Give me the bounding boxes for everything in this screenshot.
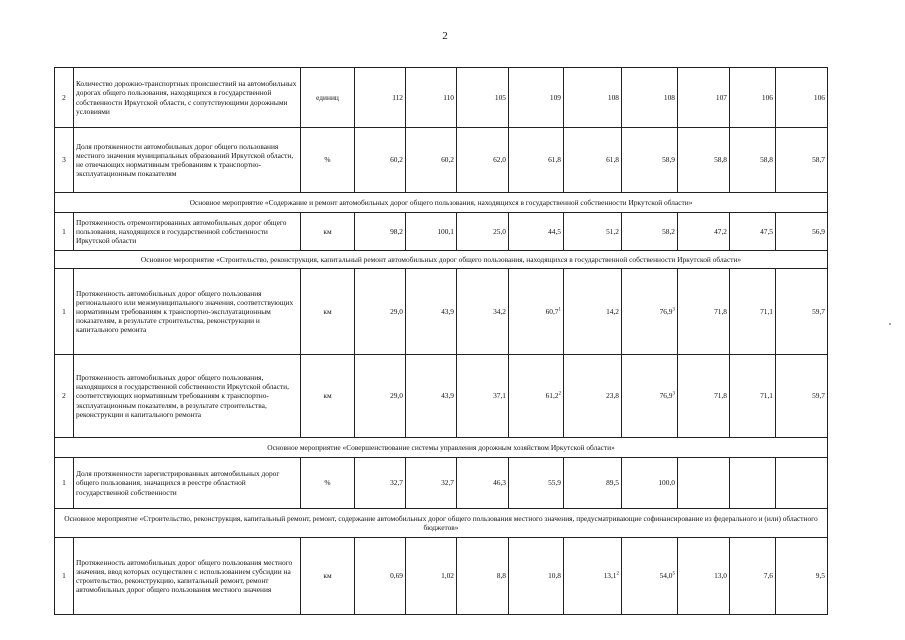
indicator-name: Протяженность автомобильных дорог общего пользования регионального или межмуниципального значения, соответствующих нормативным требованиям к транспортно-эксплуатационным показателям, в результате строительства, реконструкции и капитального ремонта: [74, 269, 301, 355]
value-cell: [678, 269, 730, 355]
value-text: 0,69: [390, 571, 403, 581]
indicator-name: Доля протяженности зарегистрированных автомобильных дорог общего пользования, значащихся в реестре областной государственной собственности: [74, 458, 301, 509]
value-text: 60,7: [545, 306, 559, 316]
indicator-name: Протяженность автомобильных дорог общего пользования местного значения, ввод которых осуществлен с использованием субсидии на строительство, реконструкцию, капитальный ремонт, ремонт автомобильных дорог общего пользования местного значения: [74, 538, 301, 615]
value-cell: [622, 128, 678, 193]
table-row: [55, 269, 828, 355]
table-row: [55, 538, 828, 615]
value-text: 100,0: [658, 478, 675, 488]
value-cell: [678, 213, 730, 251]
value-text: 25,0: [493, 226, 506, 236]
value-text: 106: [761, 92, 773, 102]
value-text: 23,8: [606, 391, 619, 401]
value-text: 60,2: [390, 155, 403, 165]
unit-of-measure: км: [301, 213, 355, 251]
value-text: 108: [663, 92, 675, 102]
row-number: 1: [55, 269, 74, 355]
value-text: 76,9: [659, 306, 673, 316]
indicator-name: Протяженность автомобильных дорог общего пользования, находящихся в государственной собственности Иркутской области, соответствующих нормативным требованиям к транспортно-эксплуатационным показателям, в результате строительства, реконструкции и капитального ремонта: [74, 355, 301, 438]
value-cell: [776, 269, 828, 355]
value-text: 100,1: [437, 226, 454, 236]
value-text: 47,5: [760, 226, 773, 236]
unit-of-measure: км: [301, 269, 355, 355]
value-text: 106: [813, 92, 825, 102]
value-cell: [355, 538, 406, 615]
value-cell: [776, 128, 828, 193]
section-row: [55, 251, 828, 269]
value-cell: [355, 458, 406, 509]
value-cell: [406, 458, 457, 509]
value-cell: [730, 128, 776, 193]
value-text: 59,7: [812, 306, 825, 316]
section-title: Основное мероприятие «Строительство, реконструкция, капитальный ремонт, ремонт, содержание автомобильных дорог общего пользования местного значения, предусматривающие софинансирование из федерального и (или) областного бюджетов»: [55, 509, 828, 538]
value-cell: [564, 213, 622, 251]
value-text: 109: [549, 92, 561, 102]
row-number: 2: [55, 68, 74, 128]
value-text: 51,2: [606, 226, 619, 236]
value-cell: [355, 355, 406, 438]
table-row: [55, 458, 828, 509]
value-cell: [509, 68, 564, 128]
value-cell: [678, 538, 730, 615]
value-text: 110: [443, 92, 454, 102]
value-text: 60,2: [441, 155, 454, 165]
value-cell: [622, 538, 678, 615]
unit-of-measure: км: [301, 355, 355, 438]
value-cell: [730, 269, 776, 355]
value-cell: [564, 458, 622, 509]
value-text: 58,7: [812, 155, 825, 165]
value-text: 9,5: [815, 571, 825, 581]
value-cell: [730, 458, 776, 509]
value-cell: [406, 213, 457, 251]
value-cell: [509, 213, 564, 251]
value-cell: [564, 128, 622, 193]
value-cell: [622, 355, 678, 438]
value-text: 58,8: [714, 155, 727, 165]
unit-of-measure: %: [301, 128, 355, 193]
section-title: Основное мероприятие «Совершенствование системы управления дорожным хозяйством Иркутской области»: [55, 438, 828, 458]
value-cell: [457, 538, 509, 615]
value-cell: [355, 128, 406, 193]
value-cell: [564, 538, 622, 615]
value-text: 37,1: [493, 391, 506, 401]
section-title: Основное мероприятие «Содержание и ремонт автомобильных дорог общего пользования, находящихся в государственной собственности Иркутской области»: [55, 193, 828, 213]
footnote-marker: 2: [558, 392, 561, 398]
value-cell: [457, 68, 509, 128]
value-text: 29,0: [390, 306, 403, 316]
value-text: 76,9: [659, 391, 673, 401]
value-text: 13,0: [714, 571, 727, 581]
value-cell: [509, 458, 564, 509]
value-text: 13,1: [603, 571, 617, 581]
table-row: [55, 68, 828, 128]
footnote-marker: 3: [672, 307, 675, 313]
value-cell: [457, 355, 509, 438]
value-cell: [564, 269, 622, 355]
row-number: 2: [55, 355, 74, 438]
footnote-marker: 1: [558, 307, 561, 313]
value-cell: [355, 269, 406, 355]
table-body: [55, 68, 828, 615]
value-cell: [776, 213, 828, 251]
scan-artifact: [889, 323, 891, 325]
value-cell: [509, 128, 564, 193]
value-cell: [776, 355, 828, 438]
value-cell: [355, 68, 406, 128]
section-row: [55, 193, 828, 213]
value-cell: [776, 68, 828, 128]
value-cell: [406, 68, 457, 128]
value-text: 71,1: [760, 306, 773, 316]
unit-of-measure: %: [301, 458, 355, 509]
value-cell: [678, 128, 730, 193]
value-text: 58,8: [760, 155, 773, 165]
indicator-name: Количество дорожно-транспортных происшествий на автомобильных дорогах общего пользования, находящихся в государственной собственности Иркутской области, с сопутствующими дорожными условиями: [74, 68, 301, 128]
value-cell: [622, 213, 678, 251]
value-cell: [457, 213, 509, 251]
indicators-table: [54, 67, 828, 615]
table-row: [55, 213, 828, 251]
value-cell: [776, 538, 828, 615]
value-cell: [509, 538, 564, 615]
footnote-marker: 2: [616, 572, 619, 578]
table-row: [55, 128, 828, 193]
value-text: 7,6: [763, 571, 773, 581]
page-number: 2: [442, 30, 448, 42]
value-cell: [457, 458, 509, 509]
section-row: [55, 509, 828, 538]
value-text: 61,8: [548, 155, 561, 165]
value-cell: [509, 269, 564, 355]
value-text: 29,0: [390, 391, 403, 401]
value-text: 14,2: [606, 306, 619, 316]
value-text: 71,1: [760, 391, 773, 401]
section-row: [55, 438, 828, 458]
value-text: 43,9: [441, 391, 454, 401]
value-text: 105: [494, 92, 506, 102]
value-cell: [730, 213, 776, 251]
indicator-name: Протяженность отремонтированных автомобильных дорог общего пользования, находящихся в государственной собственности Иркутской области: [74, 213, 301, 251]
value-cell: [622, 269, 678, 355]
value-text: 59,7: [812, 391, 825, 401]
value-text: 8,8: [496, 571, 506, 581]
value-cell: [678, 68, 730, 128]
value-cell: [355, 213, 406, 251]
value-text: 32,7: [390, 478, 403, 488]
section-title: Основное мероприятие «Строительство, реконструкция, капитальный ремонт автомобильных дорог общего пользования, находящихся в государственной собственности Иркутской области»: [55, 251, 828, 269]
row-number: 3: [55, 128, 74, 193]
value-text: 10,8: [548, 571, 561, 581]
value-cell: [622, 68, 678, 128]
value-text: 1,02: [441, 571, 454, 581]
value-text: 44,5: [548, 226, 561, 236]
value-cell: [457, 128, 509, 193]
value-text: 108: [607, 92, 619, 102]
value-text: 58,9: [662, 155, 675, 165]
unit-of-measure: км: [301, 538, 355, 615]
value-cell: [406, 269, 457, 355]
value-cell: [730, 538, 776, 615]
value-cell: [622, 458, 678, 509]
value-cell: [406, 355, 457, 438]
value-text: 71,8: [714, 306, 727, 316]
value-text: 107: [715, 92, 727, 102]
value-text: 47,2: [714, 226, 727, 236]
value-text: 34,2: [493, 306, 506, 316]
indicator-name: Доля протяженности автомобильных дорог общего пользования местного значения муниципальных образований Иркутской области, не отвечающих нормативным требованиям к транспортно-эксплуатационным показателям: [74, 128, 301, 193]
unit-of-measure: единиц: [301, 68, 355, 128]
value-cell: [564, 68, 622, 128]
value-text: 56,9: [812, 226, 825, 236]
value-cell: [730, 355, 776, 438]
value-cell: [509, 355, 564, 438]
row-number: 1: [55, 213, 74, 251]
value-text: 54,0: [659, 571, 673, 581]
value-cell: [457, 269, 509, 355]
value-cell: [678, 458, 730, 509]
value-text: 62,0: [493, 155, 506, 165]
value-cell: [564, 355, 622, 438]
footnote-marker: 3: [672, 392, 675, 398]
value-cell: [406, 538, 457, 615]
value-text: 112: [392, 92, 403, 102]
value-text: 98,2: [390, 226, 403, 236]
value-text: 58,2: [662, 226, 675, 236]
table-row: [55, 355, 828, 438]
value-text: 61,2: [545, 391, 559, 401]
row-number: 1: [55, 538, 74, 615]
footnote-marker: 5: [672, 572, 675, 578]
value-text: 43,9: [441, 306, 454, 316]
value-cell: [776, 458, 828, 509]
row-number: 1: [55, 458, 74, 509]
value-cell: [678, 355, 730, 438]
value-cell: [730, 68, 776, 128]
value-text: 55,9: [548, 478, 561, 488]
value-text: 61,8: [606, 155, 619, 165]
value-text: 32,7: [441, 478, 454, 488]
value-text: 46,3: [493, 478, 506, 488]
value-cell: [406, 128, 457, 193]
value-text: 89,5: [606, 478, 619, 488]
value-text: 71,8: [714, 391, 727, 401]
